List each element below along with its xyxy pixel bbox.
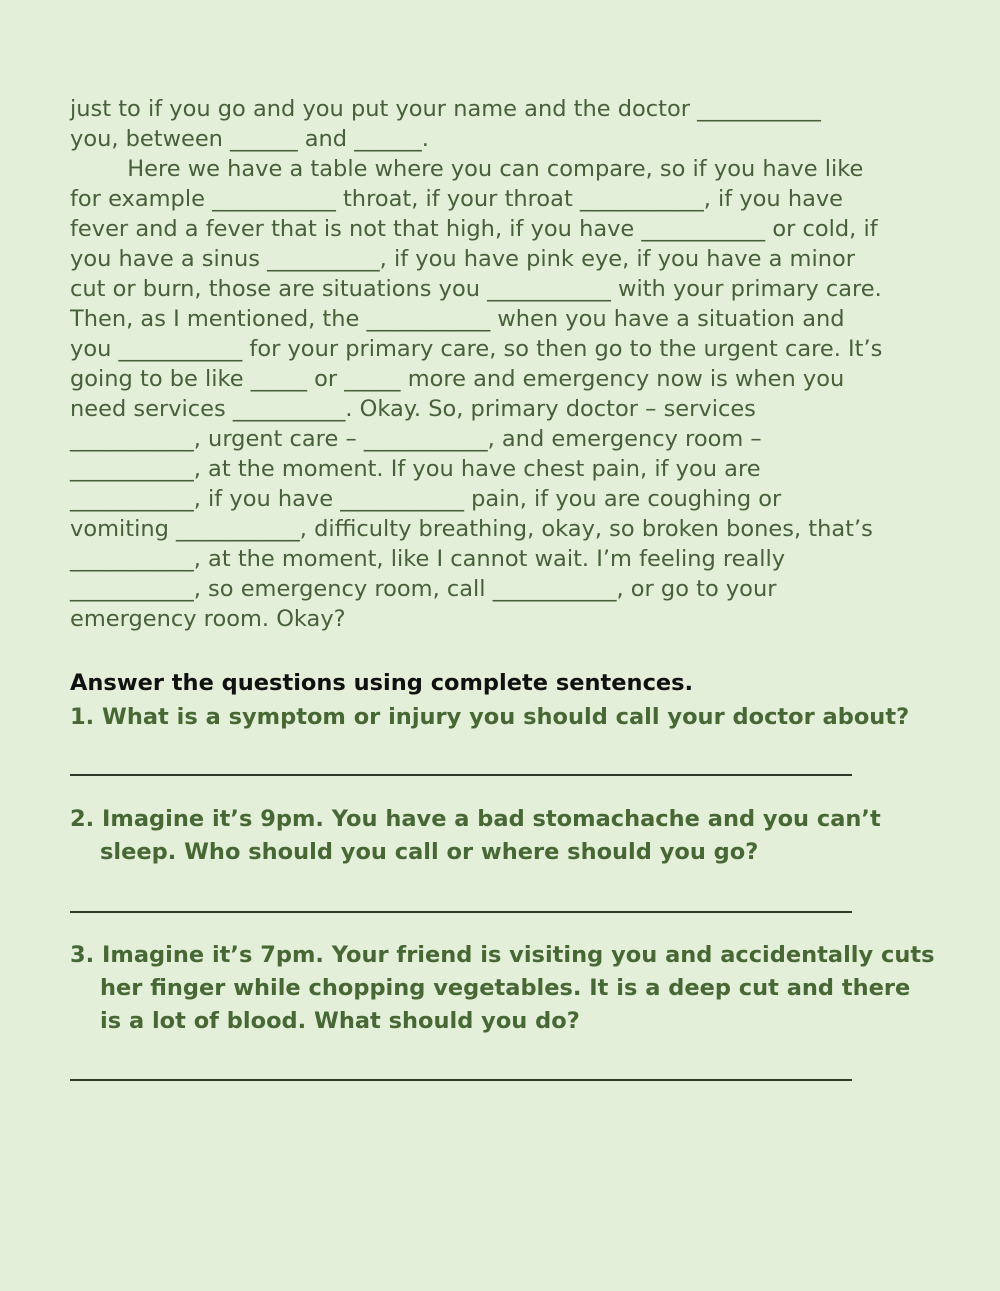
passage-line: ___________, at the moment. If you have chest pain, if you are — [70, 456, 761, 482]
question-2 — [70, 803, 950, 869]
passage-line: ___________, if you have ___________ pain, if you are coughing or — [70, 486, 782, 512]
question-1 — [70, 701, 950, 734]
transcript-passage — [70, 94, 950, 634]
passage-line: Then, as I mentioned, the ___________ when you have a situation and — [70, 306, 845, 332]
passage-line: ___________, urgent care – ___________, and emergency room – — [70, 426, 762, 452]
passage-line: you have a sinus __________, if you have pink eye, if you have a minor — [70, 246, 855, 272]
instructions-heading: Answer the questions using complete sentences. — [70, 670, 694, 696]
question-3-line: 3. Imagine it’s 7pm. Your friend is visiting you and accidentally cuts — [70, 942, 935, 968]
passage-line: ___________, so emergency room, call ___________, or go to your — [70, 576, 777, 602]
passage-line: going to be like _____ or _____ more and emergency now is when you — [70, 366, 845, 392]
passage-line: just to if you go and you put your name and the doctor ___________ — [70, 96, 821, 122]
passage-line: you ___________ for your primary care, so then go to the urgent care. It’s — [70, 336, 883, 362]
passage-line: fever and a fever that is not that high, if you have ___________ or cold, if — [70, 216, 878, 242]
answer-line-2[interactable] — [70, 911, 852, 913]
passage-line: need services __________. Okay. So, primary doctor – services — [70, 396, 756, 422]
answer-line-1[interactable] — [70, 774, 852, 776]
passage-line: ___________, at the moment, like I cannot wait. I’m feeling really — [70, 546, 786, 572]
passage-line: cut or burn, those are situations you ___________ with your primary care. — [70, 276, 882, 302]
passage-line: emergency room. Okay? — [70, 606, 346, 632]
question-2-line: 2. Imagine it’s 9pm. You have a bad stomachache and you can’t — [70, 806, 881, 832]
passage-line: vomiting ___________, difficulty breathing, okay, so broken bones, that’s — [70, 516, 873, 542]
question-3-line: her finger while chopping vegetables. It is a deep cut and there — [100, 975, 911, 1001]
answer-line-3[interactable] — [70, 1079, 852, 1081]
question-1-line: 1. What is a symptom or injury you should call your doctor about? — [70, 704, 910, 730]
passage-line: you, between ______ and ______. — [70, 126, 429, 152]
passage-line: for example ___________ throat, if your throat ___________, if you have — [70, 186, 844, 212]
question-3 — [70, 939, 950, 1038]
question-3-line: is a lot of blood. What should you do? — [100, 1008, 580, 1034]
passage-line: Here we have a table where you can compare, so if you have like — [70, 156, 864, 182]
question-2-line: sleep. Who should you call or where should you go? — [100, 839, 759, 865]
